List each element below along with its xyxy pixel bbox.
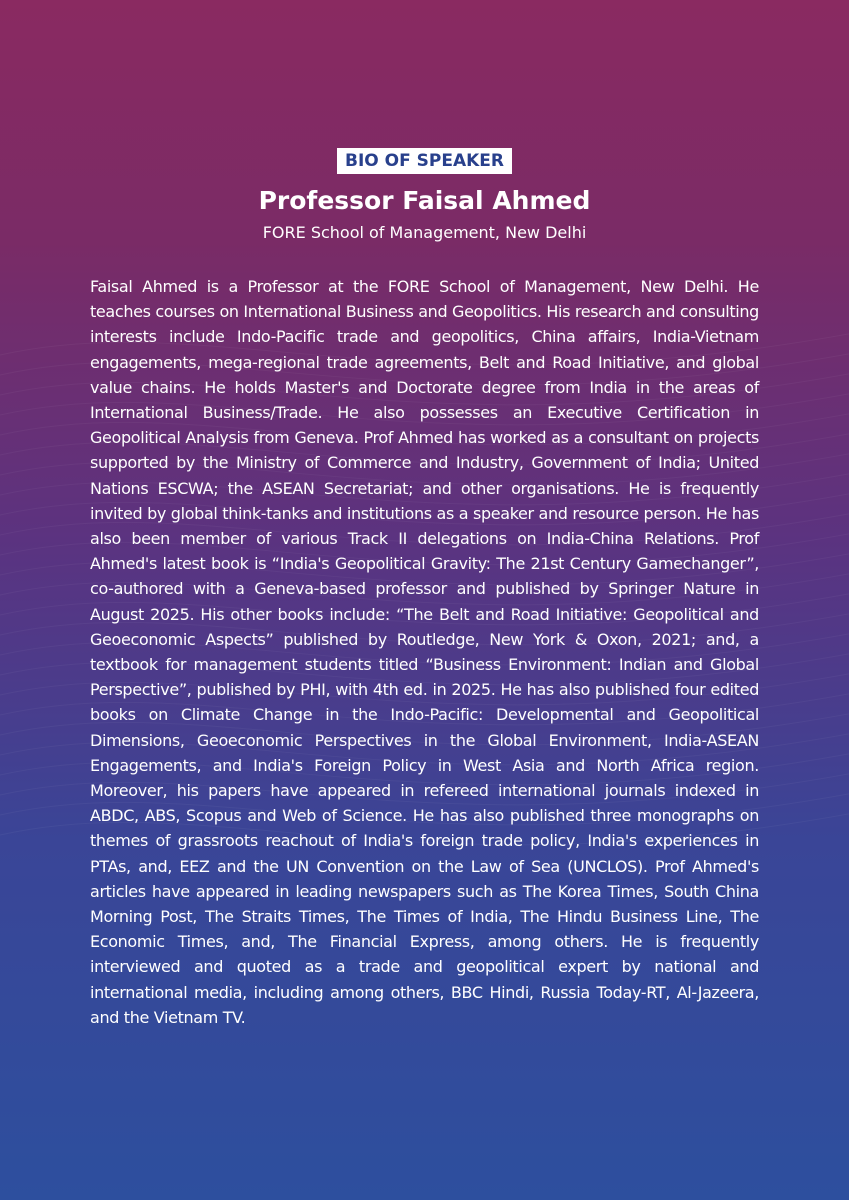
speaker-affiliation: FORE School of Management, New Delhi [262, 223, 587, 242]
speaker-name: Professor Faisal Ahmed [258, 186, 591, 215]
section-badge: BIO OF SPEAKER [337, 148, 512, 174]
bio-paragraph: Faisal Ahmed is a Professor at the FORE School of Management, New Delhi. He teaches courses on International Business and Geopolitics. His research and consulting interests include Indo-Pacific trade and geopolitics, China affairs, India-Vietnam engagements, mega-regional trade agreements, Belt and Road Initiative, and global value chains. He holds Master's and Doctorate degree from India in the areas of International Business/Trade. He also possesses an Executive Certification in Geopolitical Analysis from Geneva. Prof Ahmed has worked as a consultant on projects supported by the Ministry of Commerce and Industry, Government of India; United Nations ESCWA; the ASEAN Secretariat; and other organisations. He is frequently invited by global think-tanks and institutions as a speaker and resource person. He has also been member of various Track II delegations on India-China Relations. Prof Ahmed's latest book is “India's Geopolitical Gravity: The 21st Century Gamechanger”, co-authored with a Geneva-based professor and published by Springer Nature in August 2025. His other books include: “The Belt and Road Initiative: Geopolitical and Geoeconomic Aspects” published by Routledge, New York & Oxon, 2021; and, a textbook for management students titled “Business Environment: Indian and Global Perspective”, published by PHI, with 4th ed. in 2025. He has also published four edited books on Climate Change in the Indo-Pacific: Developmental and Geopolitical Dimensions, Geoeconomic Perspectives in the Global Environment, India-ASEAN Engagements, and India's Foreign Policy in West Asia and North Africa region. Moreover, his papers have appeared in refereed international journals indexed in ABDC, ABS, Scopus and Web of Science. He has also published three monographs on themes of grassroots reachout of India's foreign trade policy, India's experiences in PTAs, and, EEZ and the UN Convention on the Law of Sea (UNCLOS). Prof Ahmed's articles have appeared in leading newspapers such as The Korea Times, South China Morning Post, The Straits Times, The Times of India, The Hindu Business Line, The Economic Times, and, The Financial Express, among others. He is frequently interviewed and quoted as a trade and geopolitical expert by national and international media, including among others, BBC Hindi, Russia Today-RT, Al-Jazeera, and the Vietnam TV. [90, 277, 759, 1027]
badge-container [90, 148, 759, 176]
speaker-bio-section [90, 148, 759, 1030]
